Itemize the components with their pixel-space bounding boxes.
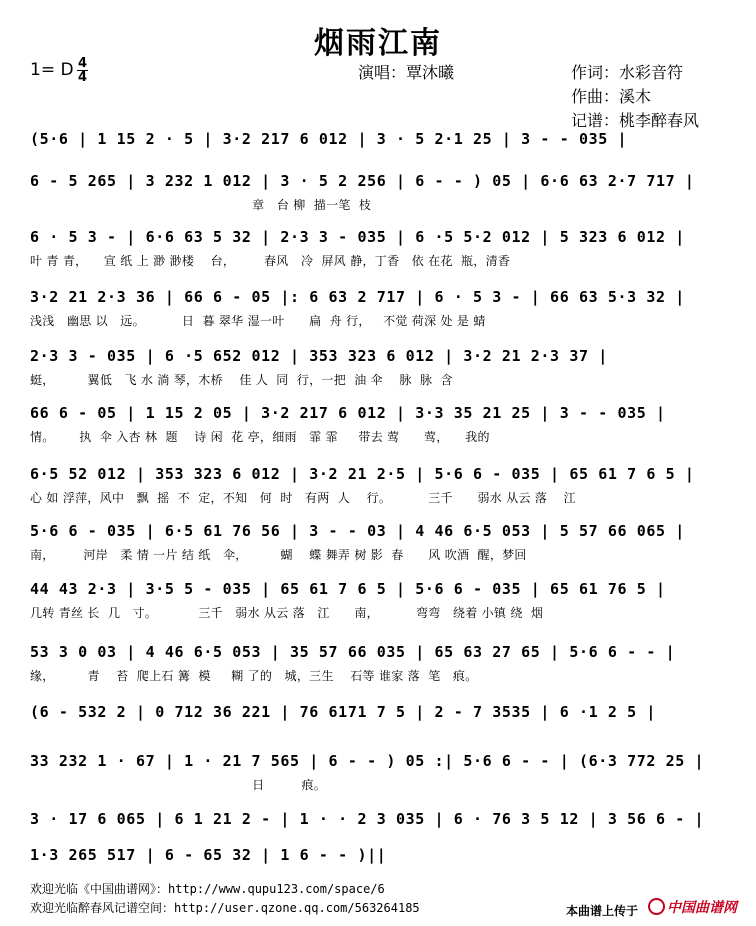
composer-credit: 作曲：溪木 bbox=[571, 87, 652, 106]
logo-mark-icon bbox=[648, 898, 665, 915]
notation-line: 2·3 3 - 035 | 6 ·5 652 012 | 353 323 6 012 | 3·2 21 2·3 37 | bbox=[30, 347, 608, 365]
notation-line: 44 43 2·3 | 3·5 5 - 035 | 65 61 7 6 5 | 5·6 6 - 035 | 65 61 76 5 | bbox=[30, 580, 666, 598]
notation-line: 66 6 - 05 | 1 15 2 05 | 3·2 217 6 012 | 3·3 35 21 25 | 3 - - 035 | bbox=[30, 404, 666, 422]
notation-line: 6·5 52 012 | 353 323 6 012 | 3·2 21 2·5 | 5·6 6 - 035 | 65 61 7 6 5 | bbox=[30, 465, 695, 483]
lyric-line: 叶 青 青， 宣 纸 上 渺 渺楼 台， 春风 冷 屏风 静，丁香 依 在花 瓶，清香 bbox=[30, 254, 511, 268]
notation-line: 6 · 5 3 - | 6·6 63 5 32 | 2·3 3 - 035 | 6 ·5 5·2 012 | 5 323 6 012 | bbox=[30, 228, 685, 246]
lyric-line: 心 如 浮萍，风中 飘 摇 不 定，不知 何 时 有两 人 行。 三千 弱水 从云 落 江 bbox=[30, 491, 576, 505]
notation-line: 33 232 1 · 67 | 1 · 21 7 565 | 6 - - ) 05 :| 5·6 6 - - | (6·3 772 25 | bbox=[30, 752, 705, 770]
notation-line: 1·3 265 517 | 6 - 65 32 | 1 6 - - )|| bbox=[30, 846, 387, 864]
footer-line-2: 欢迎光临醉春风记谱空间：http://user.qzone.qq.com/563264185 bbox=[30, 901, 420, 915]
lyric-line: 章 台 柳 描一笔 枝 bbox=[30, 198, 372, 212]
transcriber-credit: 记谱：桃李醉春风 bbox=[571, 111, 700, 130]
song-title: 烟雨江南 bbox=[314, 26, 442, 61]
notation-line: 3·2 21 2·3 36 | 66 6 - 05 |: 6 63 2 717 | 6 · 5 3 - | 66 63 5·3 32 | bbox=[30, 288, 685, 306]
notation-line: 5·6 6 - 035 | 6·5 61 76 56 | 3 - - 03 | 4 46 6·5 053 | 5 57 66 065 | bbox=[30, 522, 685, 540]
notation-line: (6 - 532 2 | 0 712 36 221 | 76 6171 7 5 | 2 - 7 3535 | 6 ·1 2 5 | bbox=[30, 703, 656, 721]
notation-line: 3 · 17 6 065 | 6 1 21 2 - | 1 · · 2 3 035 | 6 · 76 3 5 12 | 3 56 6 - | bbox=[30, 810, 705, 828]
lyric-line: 浅浅 幽思 以 远。 日 暮 翠华 湿一叶 扁 舟 行， 不觉 荷深 处 是 蜻 bbox=[30, 314, 486, 328]
lyric-line: 几转 青丝 长 几 寸。 三千 弱水 从云 落 江 南， 弯弯 绕着 小镇 绕 烟 bbox=[30, 606, 544, 620]
upload-label: 本曲谱上传于 bbox=[566, 904, 639, 918]
lyric-line: 蜓， 翼低 飞 水 淌 琴，木桥 佳 人 同 行，一把 油 伞 脉 脉 含 bbox=[30, 373, 453, 387]
footer-line-1: 欢迎光临《中国曲谱网》：http://www.qupu123.com/space/6 bbox=[30, 882, 385, 896]
lyric-line: 缘， 青 苔 爬上石 篝 模 糊 了的 城，三生 石等 谁家 落 笔 痕。 bbox=[30, 669, 478, 683]
time-signature-bottom: 4 bbox=[77, 70, 88, 85]
site-logo bbox=[648, 897, 737, 917]
lyricist-credit: 作词：水彩音符 bbox=[571, 63, 684, 82]
notation-line: 6 - 5 265 | 3 232 1 012 | 3 · 5 2 256 | 6 - - ) 05 | 6·6 63 2·7 717 | bbox=[30, 172, 695, 190]
key-signature: 1= D bbox=[30, 60, 74, 80]
logo-text: 中国曲谱网 bbox=[667, 900, 737, 916]
notation-line: (5·6 | 1 15 2 · 5 | 3·2 217 6 012 | 3 · 5 2·1 25 | 3 - - 035 | bbox=[30, 130, 628, 148]
notation-line: 53 3 0 03 | 4 46 6·5 053 | 35 57 66 035 | 65 63 27 65 | 5·6 6 - - | bbox=[30, 643, 676, 661]
lyric-line: 南， 河岸 柔 情 一片 结 纸 伞， 蝴 蝶 舞弄 树 影 春 风 吹酒 醒，梦回 bbox=[30, 548, 527, 562]
time-signature bbox=[77, 58, 88, 83]
lyric-line: 情。 执 伞 入杏 林 题 诗 闲 花 亭，细雨 霏 霏 带去 莺 莺， 我的 bbox=[30, 430, 490, 444]
lyric-line: 日 痕。 bbox=[30, 778, 327, 792]
singer-credit: 演唱：覃沐曦 bbox=[358, 63, 455, 82]
time-signature-top: 4 bbox=[77, 56, 88, 71]
